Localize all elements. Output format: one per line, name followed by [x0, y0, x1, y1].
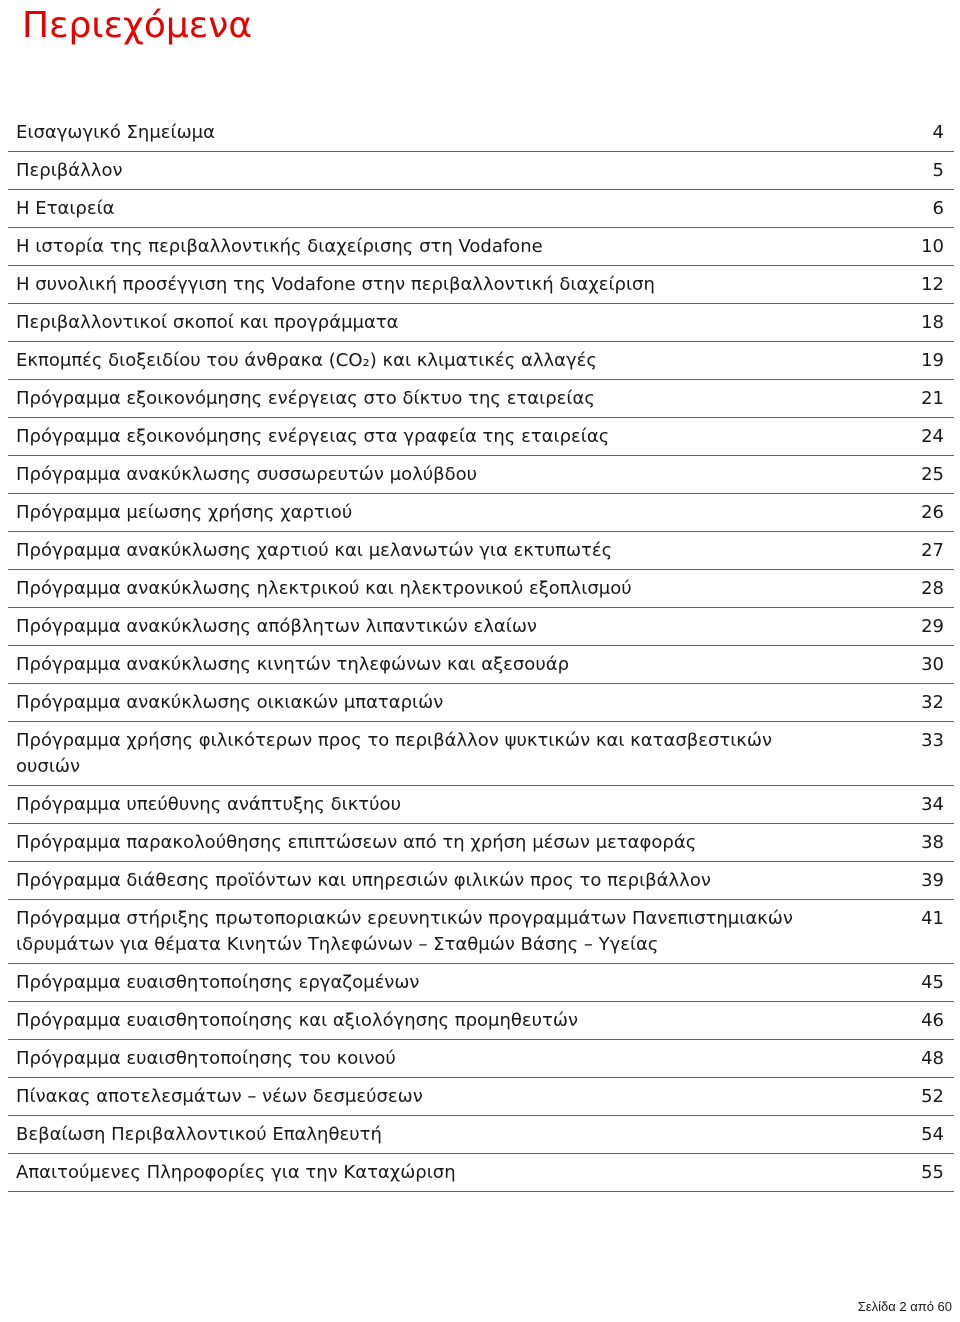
toc-entry[interactable]	[8, 1154, 954, 1192]
toc-entry-page: 27	[921, 540, 944, 561]
page-number-footer: Σελίδα 2 από 60	[857, 1299, 952, 1314]
toc-entry[interactable]	[8, 228, 954, 266]
toc-entry-title: Πρόγραμμα μείωσης χρήσης χαρτιού	[16, 502, 353, 523]
toc-entry-page: 46	[921, 1010, 944, 1031]
toc-entry-page: 18	[921, 312, 944, 333]
toc-entry-page: 30	[921, 654, 944, 675]
table-of-contents	[8, 114, 954, 1192]
toc-entry-page: 10	[921, 236, 944, 257]
toc-entry-page: 38	[921, 832, 944, 853]
toc-entry[interactable]	[8, 190, 954, 228]
toc-entry-page: 5	[932, 160, 944, 181]
toc-entry-page: 52	[921, 1086, 944, 1107]
toc-entry[interactable]	[8, 1040, 954, 1078]
toc-entry-title: Πρόγραμμα χρήσης φιλικότερων προς το περιβάλλον ψυκτικών και κατασβεστικών ουσιών	[16, 730, 773, 777]
toc-entry[interactable]	[8, 114, 954, 152]
toc-entry-title: Πρόγραμμα διάθεσης προϊόντων και υπηρεσιών φιλικών προς το περιβάλλον	[16, 870, 711, 891]
toc-entry-page: 48	[921, 1048, 944, 1069]
toc-entry-page: 34	[921, 794, 944, 815]
toc-entry[interactable]	[8, 786, 954, 824]
toc-entry[interactable]	[8, 824, 954, 862]
toc-entry-title: Πρόγραμμα υπεύθυνης ανάπτυξης δικτύου	[16, 794, 401, 815]
toc-entry[interactable]	[8, 494, 954, 532]
toc-entry-title: Πρόγραμμα ευαισθητοποίησης και αξιολόγησης προμηθευτών	[16, 1010, 579, 1031]
toc-entry-page: 6	[932, 198, 944, 219]
toc-entry-page: 24	[921, 426, 944, 447]
toc-entry-page: 54	[921, 1124, 944, 1145]
toc-entry-title: Εκπομπές διοξειδίου του άνθρακα (CO₂) και κλιματικές αλλαγές	[16, 350, 597, 371]
toc-entry[interactable]	[8, 1002, 954, 1040]
toc-entry-title: Περιβαλλοντικοί σκοποί και προγράμματα	[16, 312, 399, 333]
toc-entry[interactable]	[8, 342, 954, 380]
toc-entry[interactable]	[8, 862, 954, 900]
toc-entry[interactable]	[8, 684, 954, 722]
toc-entry-title: Η Εταιρεία	[16, 198, 115, 219]
toc-entry-title: Πρόγραμμα ευαισθητοποίησης του κοινού	[16, 1048, 396, 1069]
toc-entry-page: 29	[921, 616, 944, 637]
toc-entry[interactable]	[8, 456, 954, 494]
toc-entry-title: Πρόγραμμα παρακολούθησης επιπτώσεων από τη χρήση μέσων μεταφοράς	[16, 832, 697, 853]
toc-entry-page: 4	[932, 122, 944, 143]
toc-entry-title: Πρόγραμμα ανακύκλωσης κινητών τηλεφώνων και αξεσουάρ	[16, 654, 570, 675]
toc-entry-title: Πρόγραμμα ανακύκλωσης απόβλητων λιπαντικών ελαίων	[16, 616, 537, 637]
toc-entry-page: 41	[921, 908, 944, 929]
toc-entry-title: Πρόγραμμα εξοικονόμησης ενέργειας στο δίκτυο της εταιρείας	[16, 388, 595, 409]
toc-entry[interactable]	[8, 964, 954, 1002]
toc-entry-title: Πρόγραμμα ανακύκλωσης συσσωρευτών μολύβδου	[16, 464, 478, 485]
toc-entry-title: Πρόγραμμα ανακύκλωσης χαρτιού και μελανωτών για εκτυπωτές	[16, 540, 613, 561]
toc-entry[interactable]	[8, 1116, 954, 1154]
toc-entry-title: Πίνακας αποτελεσμάτων – νέων δεσμεύσεων	[16, 1086, 423, 1107]
toc-entry-title: Εισαγωγικό Σημείωμα	[16, 122, 215, 143]
toc-entry[interactable]	[8, 570, 954, 608]
toc-entry-page: 19	[921, 350, 944, 371]
toc-entry-title: Πρόγραμμα εξοικονόμησης ενέργειας στα γραφεία της εταιρείας	[16, 426, 610, 447]
toc-entry[interactable]	[8, 722, 954, 786]
toc-entry[interactable]	[8, 1078, 954, 1116]
toc-entry-page: 33	[921, 730, 944, 751]
toc-entry-page: 55	[921, 1162, 944, 1183]
toc-entry[interactable]	[8, 380, 954, 418]
toc-entry-page: 45	[921, 972, 944, 993]
toc-entry-page: 25	[921, 464, 944, 485]
toc-entry-title: Πρόγραμμα ανακύκλωσης οικιακών μπαταριών	[16, 692, 444, 713]
toc-entry[interactable]	[8, 646, 954, 684]
toc-entry[interactable]	[8, 152, 954, 190]
page-title: Περιεχόμενα	[22, 5, 253, 46]
toc-entry-title: Πρόγραμμα ανακύκλωσης ηλεκτρικού και ηλεκτρονικού εξοπλισμού	[16, 578, 632, 599]
toc-entry-page: 28	[921, 578, 944, 599]
toc-entry-page: 26	[921, 502, 944, 523]
toc-entry[interactable]	[8, 418, 954, 456]
toc-entry-title: Η ιστορία της περιβαλλοντικής διαχείρισης στη Vodafone	[16, 236, 543, 257]
toc-entry-title: Πρόγραμμα στήριξης πρωτοποριακών ερευνητικών προγραμμάτων Πανεπιστημιακών ιδρυμάτων για θέματα Κινητών Τηλεφώνων – Σταθμών Βάσης – Υγείας	[16, 908, 793, 955]
toc-entry-title: Περιβάλλον	[16, 160, 123, 181]
toc-entry[interactable]	[8, 900, 954, 964]
toc-entry-title: Βεβαίωση Περιβαλλοντικού Επαληθευτή	[16, 1124, 382, 1145]
toc-entry-title: Η συνολική προσέγγιση της Vodafone στην περιβαλλοντική διαχείριση	[16, 274, 655, 295]
toc-entry[interactable]	[8, 304, 954, 342]
toc-entry[interactable]	[8, 266, 954, 304]
toc-entry-title: Πρόγραμμα ευαισθητοποίησης εργαζομένων	[16, 972, 420, 993]
toc-entry-page: 32	[921, 692, 944, 713]
toc-entry-page: 12	[921, 274, 944, 295]
toc-entry[interactable]	[8, 532, 954, 570]
toc-entry-page: 21	[921, 388, 944, 409]
toc-entry[interactable]	[8, 608, 954, 646]
toc-entry-page: 39	[921, 870, 944, 891]
toc-entry-title: Απαιτούμενες Πληροφορίες για την Καταχώριση	[16, 1162, 456, 1183]
